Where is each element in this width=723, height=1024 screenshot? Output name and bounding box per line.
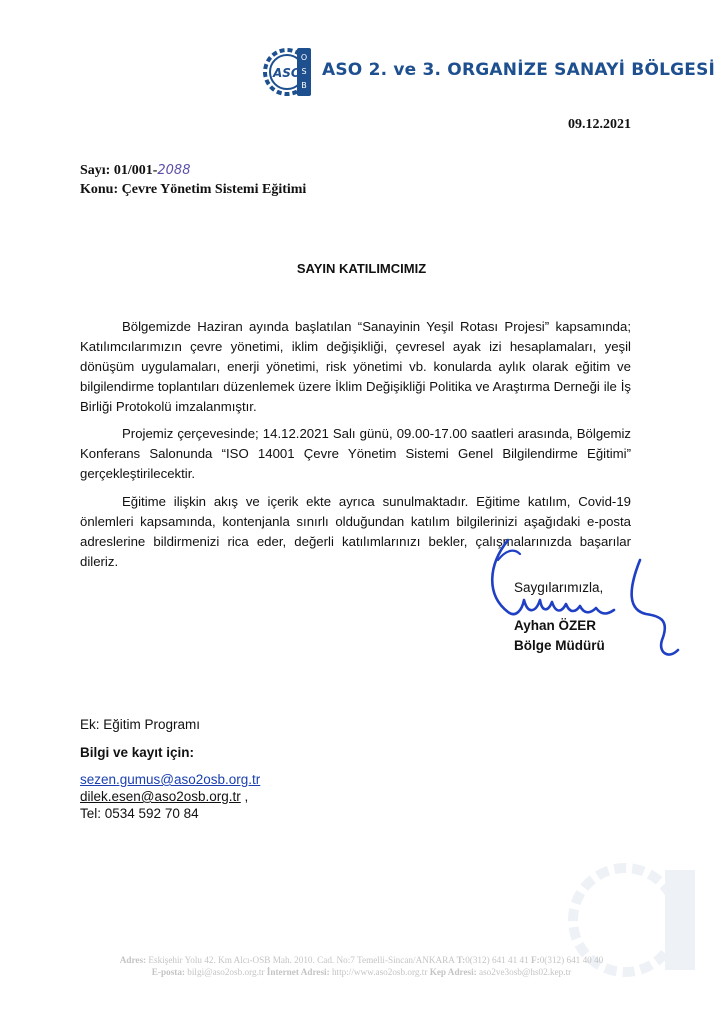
reference-block — [80, 161, 306, 199]
svg-text:B: B — [301, 81, 307, 90]
body-paragraph-3: Eğitime ilişkin akış ve içerik ekte ayrıca sunulmaktadır. Eğitime katılım, Covid-19 önlemleri kapsamında, kontenjanla sınırlı olduğundan katılım bilgilerinizi aşağıdaki e-posta adreslerine bildirmenizi rica eder, değerli katılımlarınızı bekler, çalışmalarınızda başarılar dileriz. — [80, 494, 631, 569]
organization-name: ASO 2. ve 3. ORGANİZE SANAYİ BÖLGESİ — [322, 60, 716, 80]
contact-phone: Tel: 0534 592 70 84 — [80, 806, 199, 821]
closing-phrase: Saygılarımızla, — [514, 580, 604, 595]
svg-text:O: O — [300, 53, 308, 62]
footer-phone-label: T: — [456, 955, 466, 965]
signer-name: Ayhan ÖZER — [514, 618, 597, 633]
footer-address-label: Adres: — [119, 955, 147, 965]
svg-text:S: S — [301, 67, 307, 76]
footer-kep: aso2ve3osb@hs02.kep.tr — [479, 967, 572, 977]
reference-number — [80, 161, 306, 180]
signer-title: Bölge Müdürü — [514, 638, 605, 653]
body-paragraph-1: Bölgemizde Haziran ayında başlatılan “Sanayinin Yeşil Rotası Projesi” kapsamında; Katılımcılarımızın çevre yönetimi, iklim değişikliği, çevresel ayak izi hesaplamaları, yeşil dönüşüm uygulamaları, enerji yönetimi, risk yönetimi vb. konularda aylık olarak eğitim ve bilgilendirme toplantıları düzenlemek üzere İklim Değişikliği Politika ve Araştırma Derneği ile İş Birliği Protokolü imzalanmıştır. — [80, 319, 631, 414]
info-heading: Bilgi ve kayıt için: — [80, 745, 195, 760]
footer-web-label: İnternet Adresi: — [266, 967, 330, 977]
footer-email-label: E-posta: — [151, 967, 185, 977]
footer-kep-label: Kep Adresi: — [429, 967, 477, 977]
footer-web[interactable]: http://www.aso2osb.org.tr — [331, 967, 428, 977]
salutation: SAYIN KATILIMCIMIZ — [296, 261, 427, 276]
email-separator: , — [240, 789, 249, 804]
footer — [0, 954, 723, 978]
footer-fax: 0(312) 641 40 40 — [539, 955, 604, 965]
aso-logo — [263, 42, 315, 100]
reference-subject: Konu: Çevre Yönetim Sistemi Eğitimi — [80, 182, 307, 197]
footer-phone: 0(312) 641 41 41 — [465, 955, 529, 965]
email-link-2[interactable]: dilek.esen@aso2osb.org.tr — [80, 789, 241, 804]
attachment-note: Ek: Eğitim Programı — [80, 717, 201, 732]
footer-fax-label: F: — [531, 955, 540, 965]
footer-address: Eskişehir Yolu 42. Km Alcı-OSB Mah. 2010. Cad. No:7 Temelli-Sincan/ANKARA — [148, 955, 455, 965]
footer-email[interactable]: bilgi@aso2osb.org.tr — [187, 967, 265, 977]
document-date: 09.12.2021 — [568, 117, 631, 132]
reference-number-label: Sayı: 01/001- — [80, 163, 158, 178]
reference-number-handwritten: 2088 — [157, 163, 191, 178]
body-paragraph-2: Projemiz çerçevesinde; 14.12.2021 Salı günü, 09.00-17.00 saatleri arasında, Bölgemiz Konferans Salonunda “ISO 14001 Çevre Yönetim Sistemi Genel Bilgilendirme Eğitimi” gerçekleştirilecektir. — [80, 426, 631, 481]
svg-text:ASO: ASO — [273, 66, 302, 80]
footer-line-1 — [0, 954, 723, 966]
email-link-1[interactable]: sezen.gumus@aso2osb.org.tr — [80, 772, 261, 787]
footer-line-2 — [0, 966, 723, 978]
contact-list — [80, 771, 260, 822]
